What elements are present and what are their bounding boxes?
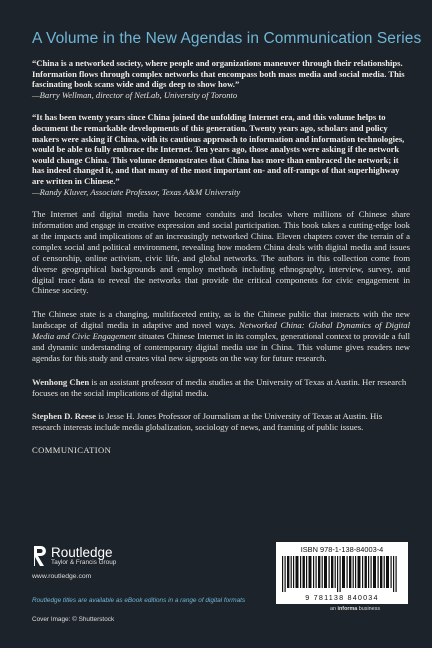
series-title: A Volume in the New Agendas in Communication Series bbox=[32, 30, 422, 47]
description-rest: situates Chinese Internet in its complex, generational context to provide a full and dynamic understanding of contemporary digital media use in China. This volume gives readers new agendas for this study and creates vital new signposts on the way for future research. bbox=[32, 331, 410, 363]
ebook-note: Routledge titles are available as eBook editions in a range of digital formats bbox=[32, 597, 246, 604]
informa-brand: informa bbox=[337, 606, 358, 612]
barcode-digits: 9 781138 840034 bbox=[305, 593, 379, 602]
description-paragraph: The Internet and digital media have become conduits and locales where millions of Chinese share information and engage in creative expression and social participation. This book takes a cutting-edge look at the impacts and implications of an increasingly networked China. Eleven chapters cover the terrain of a complex social and political environment, revealing how modern China deals with digital media and issues of censorship, online activism, civic life, and global networks. The authors in this collection come from diverse geographical backgrounds and employ methods including ethnography, interview, survey, and digital trace data to reveal the networks that provide the critical components for civic engagement in Chinese society. bbox=[32, 209, 410, 296]
cover-image-credit: Cover Image: © Shutterstock bbox=[32, 616, 115, 623]
content bbox=[32, 58, 410, 455]
subject-category: COMMUNICATION bbox=[32, 444, 112, 455]
publisher-block bbox=[32, 545, 252, 580]
routledge-logo-icon bbox=[32, 545, 47, 567]
description-lead: The Chinese state is a changing, multifaceted entity, as is the Chinese public that interacts with the new landscape of digital media in adaptive and novel ways. bbox=[32, 309, 410, 331]
author-bio-text: is Jesse H. Jones Professor of Journalism at the University of Texas at Austin. His research interests include media globalization, sociology of news, and framing of public issues. bbox=[32, 410, 383, 432]
description-paragraph bbox=[32, 309, 410, 364]
endorsement-quote: “China is a networked society, where people and organizations maneuver through their relationships. Information flows through complex networks that encompass both mass media and social media. This fascinating book scans wide and digs deep to show how.” bbox=[32, 58, 405, 90]
informa-business-note bbox=[330, 606, 380, 612]
endorsement-attribution: —Barry Wellman, director of NetLab, University of Toronto bbox=[32, 89, 238, 100]
informa-suffix: business bbox=[357, 606, 381, 612]
publisher-name: Routledge bbox=[51, 544, 113, 560]
publisher-group: Taylor & Francis Group bbox=[51, 558, 117, 566]
endorsement-quote: “It has been twenty years since China joined the unfolding Internet era, and this volume helps to document the remarkable developments of this generation. Twenty years ago, scholars and policy makers were asking if China, with its cautious approach to information and information technologies, would be able to fully embrace the Internet. Ten years ago, those analysts were asking if the network would change China. This volume demonstrates that China has more than embraced the network; it has indeed changed it, and that many of the most important on- and off-ramps of that superhighway are written in Chinese.” bbox=[32, 112, 405, 186]
quote-block bbox=[32, 58, 410, 100]
isbn-barcode bbox=[276, 542, 408, 604]
barcode-icon bbox=[280, 556, 404, 592]
quote-block bbox=[32, 112, 410, 197]
author-bio bbox=[32, 377, 410, 399]
isbn-number: ISBN 978-1-138-84003-4 bbox=[300, 545, 384, 554]
author-name: Wenhong Chen bbox=[32, 376, 90, 387]
publisher-url[interactable]: www.routledge.com bbox=[32, 573, 92, 580]
routledge-logo bbox=[32, 545, 252, 567]
book-title-italic: Networked China: Global Dynamics of Digital Media and Civic Engagement bbox=[32, 320, 410, 342]
author-name: Stephen D. Reese bbox=[32, 410, 96, 421]
author-bio bbox=[32, 411, 410, 433]
informa-prefix: an bbox=[330, 606, 338, 612]
author-bio-text: is an assistant professor of media studies at the University of Texas at Austin. Her research focuses on the social implications of digital media. bbox=[32, 376, 407, 398]
endorsement-attribution: —Randy Kluver, Associate Professor, Texas A&M University bbox=[32, 186, 241, 197]
